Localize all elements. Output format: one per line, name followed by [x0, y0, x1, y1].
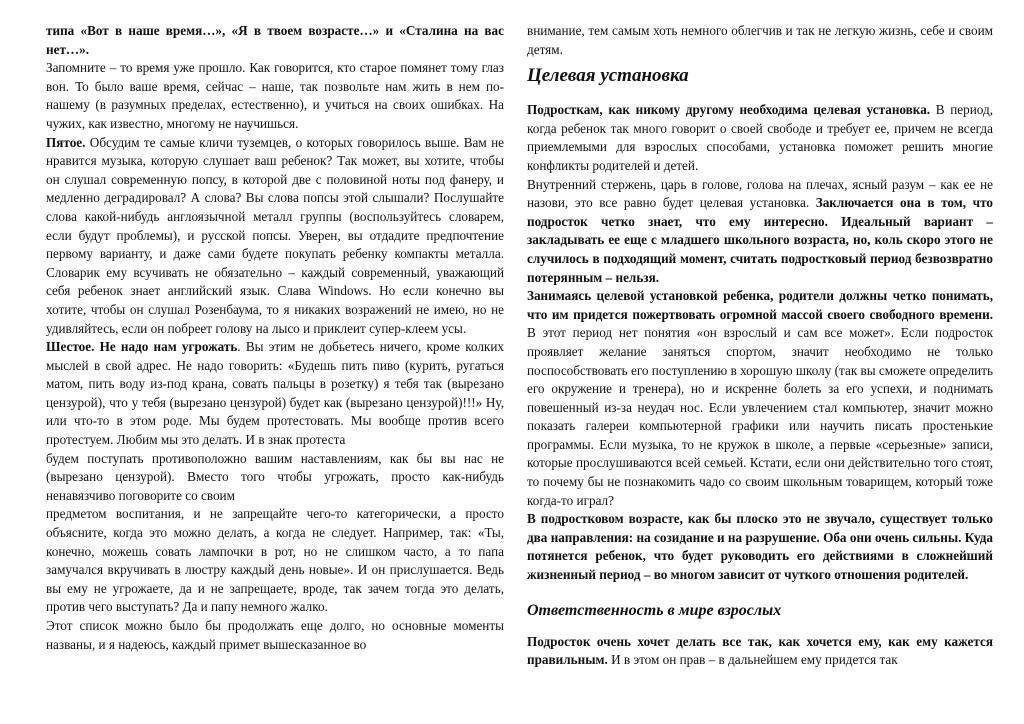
section-heading: Ответственность в мире взрослых	[527, 601, 782, 619]
paragraph: предметом воспитания, и не запрещайте чего-то категорически, а просто объясните, когда это можно делать, а когда не следует. Например, так: «Ты, конечно, можешь совать лампочки в рот, но не слишком часто, а то папа замучался вкручивать в люстру каждый день новые». И он прислушается. Ведь вы ему не угрожаете, да и не запрещаете, вроде, так зачем тогда это делать, против чего выступать? Да и папу немного жалко.	[46, 506, 504, 615]
bold-text: Заключается она в том, что подросток четко знает, что ему интересно. Идеальный вариант – закладывать ее еще с младшего школьного возраста, но, коль скоро этого не случилось в подходящий момент, считать подростковый период безвозвратно потерянным – нельзя.	[527, 195, 993, 285]
paragraph	[527, 633, 993, 670]
bold-text: В подростковом возрасте, как бы плоско это не звучало, существует только два направления: на созидание и на разрушение. Оба они очень сильны. Куда потянется ребенок, что будет руководить его действиями в сложнейший жизненный период – во многом зависит от чуткого отношения родителей.	[527, 511, 993, 583]
section-heading: Целевая установка	[527, 65, 689, 87]
body-text: Внутренний стержень, царь в голове, голова на плечах, ясный разум – как ее не назови, это все равно будет целевая установка.	[527, 176, 993, 211]
bold-text: Занимаясь целевой установкой ребенка, родители должны четко понимать, что им придется пожертвовать огромной массой своего свободного времени.	[527, 288, 993, 322]
left-column	[46, 22, 504, 654]
paragraph	[46, 338, 504, 450]
bold-text: Шестое. Не надо нам угрожать	[46, 339, 238, 355]
paragraph: внимание, тем самым хоть немного облегчив и так не легкую жизнь, себе и своим детям.	[527, 23, 993, 57]
paragraph	[46, 22, 504, 59]
bold-text: Пятое.	[46, 134, 86, 150]
bold-text: типа «Вот в наше время…», «Я в твоем возрасте…» и «Сталина на вас нет…».	[46, 23, 504, 57]
bold-text: Подросткам, как никому другому необходима целевая установка.	[527, 102, 931, 118]
body-text: . Вы этим не добьетесь ничего, кроме колких мыслей в свой адрес. Не надо говорить: «Будешь пить пиво (курить, ругаться матом, пить воду из-под крана, совать пальцы в розетку) я тебя так (вырезано цензурой), что у тебя (вырезано цензурой) будет как (вырезано цензурой)!!!» Ну, или что-то в этом роде. Мы будем протестовать. Мы вообще против всего протестуем. Любим мы это делать. И в знак протеста	[46, 339, 504, 448]
body-text: И в этом он прав – в дальнейшем ему придется так	[607, 652, 898, 668]
right-column	[527, 22, 993, 670]
paragraph	[527, 176, 993, 288]
paragraph: Этот список можно было бы продолжать еще долго, но основные моменты названы, и я надеюсь, каждый примет вышесказанное во	[46, 618, 504, 652]
paragraph: будем поступать противоположно вашим наставлениям, как бы вы нас не (вырезано цензурой). Вместо того чтобы угрожать, просто как-нибудь ненавязчиво поговорите со своим	[46, 450, 504, 503]
body-text: Обсудим те самые кличи туземцев, о которых говорилось выше. Вам не нравится музыка, которую слушает ваш ребенок? Так может, вы хотите, чтобы он слушал современную попсу, в которой две с половиной ноты под фанеру, и медленно деградировал? А слова? Вы слова попсы этой слышали? Послушайте слова какой-нибудь англоязычной металл группы (воспользуйтесь словарем, если будут проблемы), и русской попсы. Уверен, вы отдадите предпочтение первому варианту, и даже сами будете покупать ребенку компакты металла. Словарик ему всучивать не обязательно – каждый современный, уважающий себя ребенок знает английский язык. Слава Windows. Но если конечно вы хотите, чтобы он слушал Розенбаума, то я никаких возражений не имею, но не удивляйтесь, если он побреет голову на лысо и приклеит супер-клеем усы.	[46, 134, 504, 336]
spacer	[527, 585, 993, 601]
body-text: В этот период нет понятия «он взрослый и сам все может». Если подросток проявляет желание заняться спортом, значит необходимо не только поспособствовать его поступлению в хорошую школу (так вы сможете определить его окружение и тренера), но и искренне болеть за его успехи, и поднимать повешенный из-за неудач нос. Если увлечением стал компьютер, значит можно показать галереи компьютерной графики или научить писать простенькие программы. Если музыка, то не кружок в школе, а первые «серьезные» записи, которые прослушиваются всей семьей. Кстати, если они действительно того стоят, то почему бы не познакомить чадо со своим школьным товарищем, который тоже когда-то играл?	[527, 325, 993, 508]
body-text: В период, когда ребенок так много говорит о своей свободе и требует ее, причем не всегда приемлемыми для взрослых способами, установка поможет решить многие конфликты родителей и детей.	[527, 102, 993, 173]
paragraph	[527, 510, 993, 584]
paragraph	[527, 287, 993, 510]
paragraph	[46, 134, 504, 339]
paragraph: Запомните – то время уже прошло. Как говорится, кто старое помянет тому глаз вон. То было ваше время, сейчас – наше, так позвольте нам жить в нем по-нашему (в разумных пределах, естественно), и учиться на своих ошибках. На чужих, как известно, многому не научишься.	[46, 60, 504, 131]
bold-text: Подросток очень хочет делать все так, как хочется ему, как ему кажется правильным.	[527, 633, 993, 668]
paragraph	[527, 101, 993, 175]
